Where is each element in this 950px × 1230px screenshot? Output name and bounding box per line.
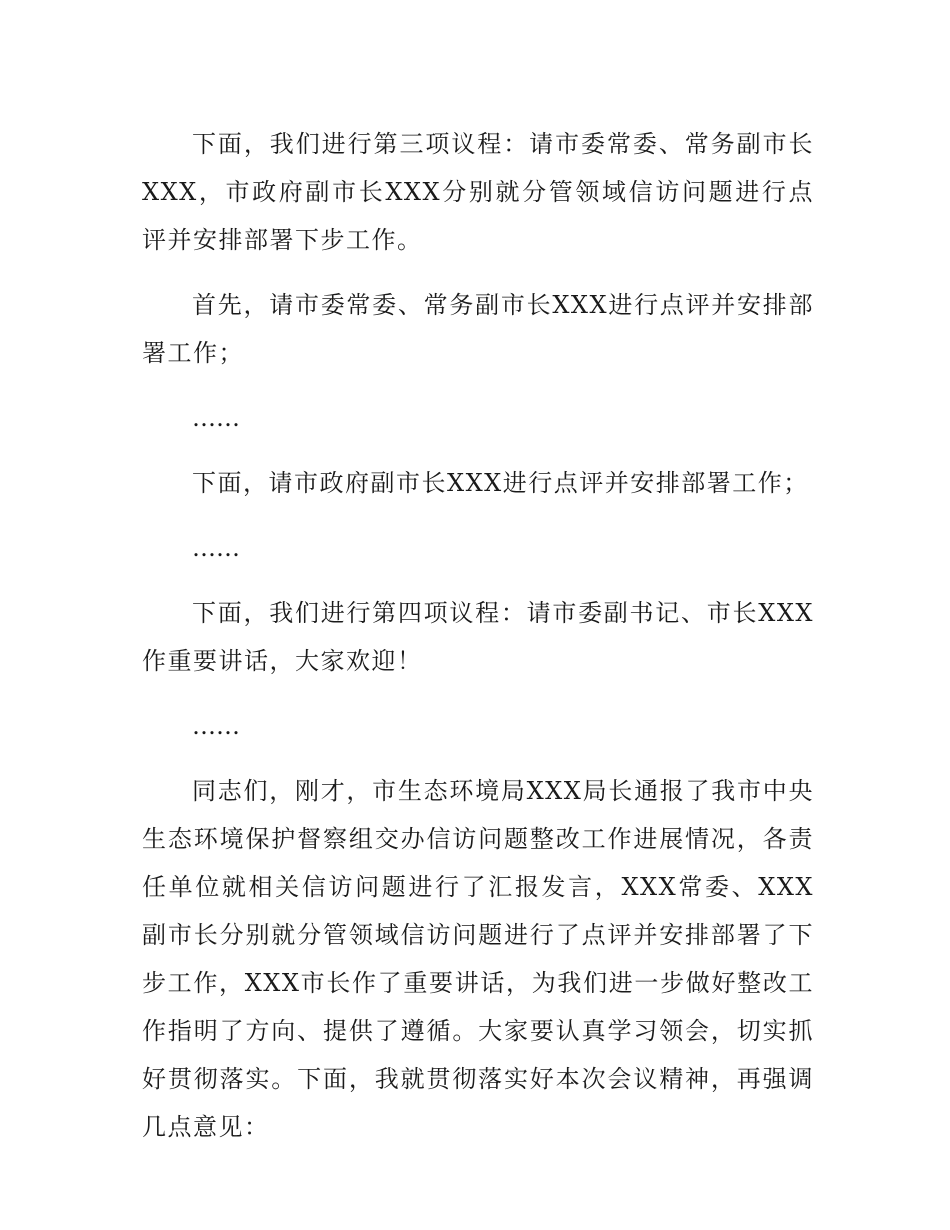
ellipsis-1: ……	[192, 404, 240, 432]
ellipsis-3: ……	[192, 712, 240, 740]
paragraph-agenda-item-three: 下面，我们进行第三项议程：请市委常委、常务副市长XXX，市政府副市长XXX分别就分管领域信访问题进行点评并安排部署下步工作。	[142, 130, 814, 254]
paragraph-first-speaker: 首先，请市委常委、常务副市长XXX进行点评并安排部署工作；	[142, 291, 814, 367]
ellipsis-2: ……	[192, 534, 240, 562]
document-body	[142, 120, 814, 1168]
paragraph-second-speaker: 下面，请市政府副市长XXX进行点评并安排部署工作；	[192, 469, 809, 497]
paragraph-summary: 同志们，刚才，市生态环境局XXX局长通报了我市中央生态环境保护督察组交办信访问题整改工作进展情况，各责任单位就相关信访问题进行了汇报发言，XXX常委、XXX副市长分别就分管领域信访问题进行了点评并安排部署了下步工作，XXX市长作了重要讲话，为我们进一步做好整改工作指明了方向、提供了遵循。大家要认真学习领会，切实抓好贯彻落实。下面，我就贯彻落实好本次会议精神，再强调几点意见：	[142, 777, 814, 1141]
paragraph-agenda-item-four: 下面，我们进行第四项议程：请市委副书记、市长XXX作重要讲话，大家欢迎！	[142, 599, 814, 675]
